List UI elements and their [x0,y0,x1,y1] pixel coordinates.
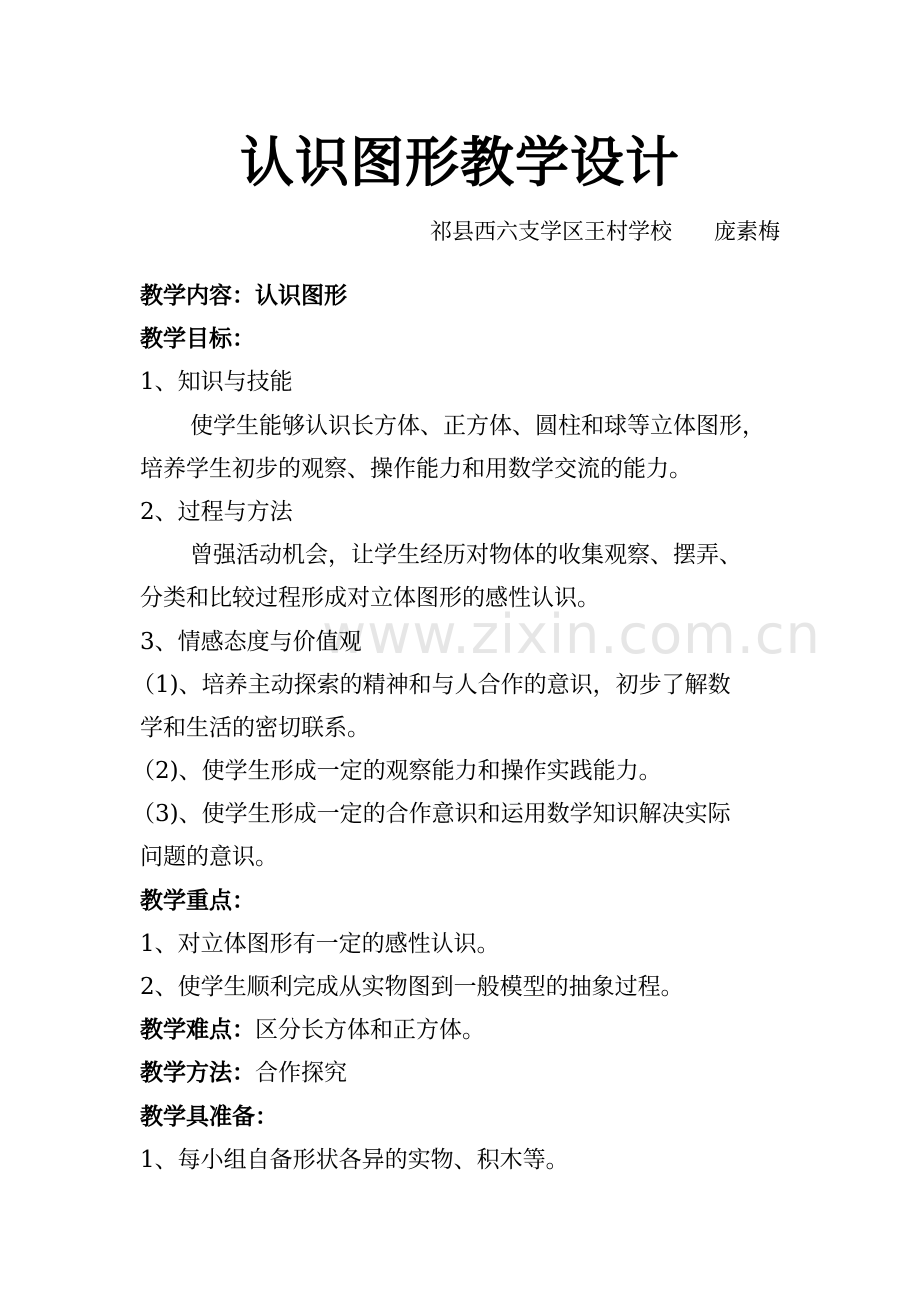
teaching-content-line [140,275,800,318]
teaching-method-value: 合作探究 [255,1060,347,1087]
teaching-method-label: 教学方法： [140,1060,255,1087]
goal-2-heading: 2、过程与方法 [140,498,293,525]
teaching-difficulty-label: 教学难点： [140,1017,255,1044]
page-title: 认识图形教学设计 [240,131,680,194]
goal-3-item-2: （2)、使学生形成一定的观察能力和操作实践能力。 [132,758,662,785]
teaching-content-value: 认识图形 [255,283,347,309]
key-point-2: 2、使学生顺利完成从实物图到一般模型的抽象过程。 [140,974,684,1000]
goal-1-text-line-1: 使学生能够认识长方体、正方体、圆柱和球等立体图形， [190,412,765,439]
goal-3-heading: 3、情感态度与价值观 [140,628,362,655]
goal-2-text-line-1: 曾强活动机会，让学生经历对物体的收集观察、摆弄、 [190,542,742,569]
author-byline: 祁县西六支学区王村学校 庞素梅 [430,220,780,245]
teaching-goals-label: 教学目标： [140,326,255,353]
teaching-content-label: 教学内容： [140,283,255,309]
teaching-materials-label: 教学具准备： [140,1103,278,1130]
document-body [132,275,800,1182]
watermark: www.zixin.com.cn [322,603,821,666]
goal-3-item-3-line-2: 问题的意识。 [140,844,278,871]
goal-2-text-line-2: 分类和比较过程形成对立体图形的感性认识。 [140,585,600,612]
key-point-1: 1、对立体图形有一定的感性认识。 [140,930,500,957]
goal-3-item-3-line-1: （3)、使学生形成一定的合作意识和运用数学知识解决实际 [132,801,731,828]
goal-3-item-1-line-1: （1)、培养主动探索的精神和与人合作的意识，初步了解数 [132,671,731,698]
goal-1-heading: 1、知识与技能 [140,369,293,396]
goal-1-text-line-2: 培养学生初步的观察、操作能力和用数学交流的能力。 [140,455,692,482]
material-1: 1、每小组自备形状各异的实物、积木等。 [140,1146,569,1173]
teaching-method-line [140,1052,800,1095]
teaching-difficulty-value: 区分长方体和正方体。 [255,1017,485,1044]
teaching-difficulty-line [140,1009,800,1052]
key-points-label: 教学重点： [140,887,255,914]
goal-3-item-1-line-2: 学和生活的密切联系。 [140,714,370,741]
